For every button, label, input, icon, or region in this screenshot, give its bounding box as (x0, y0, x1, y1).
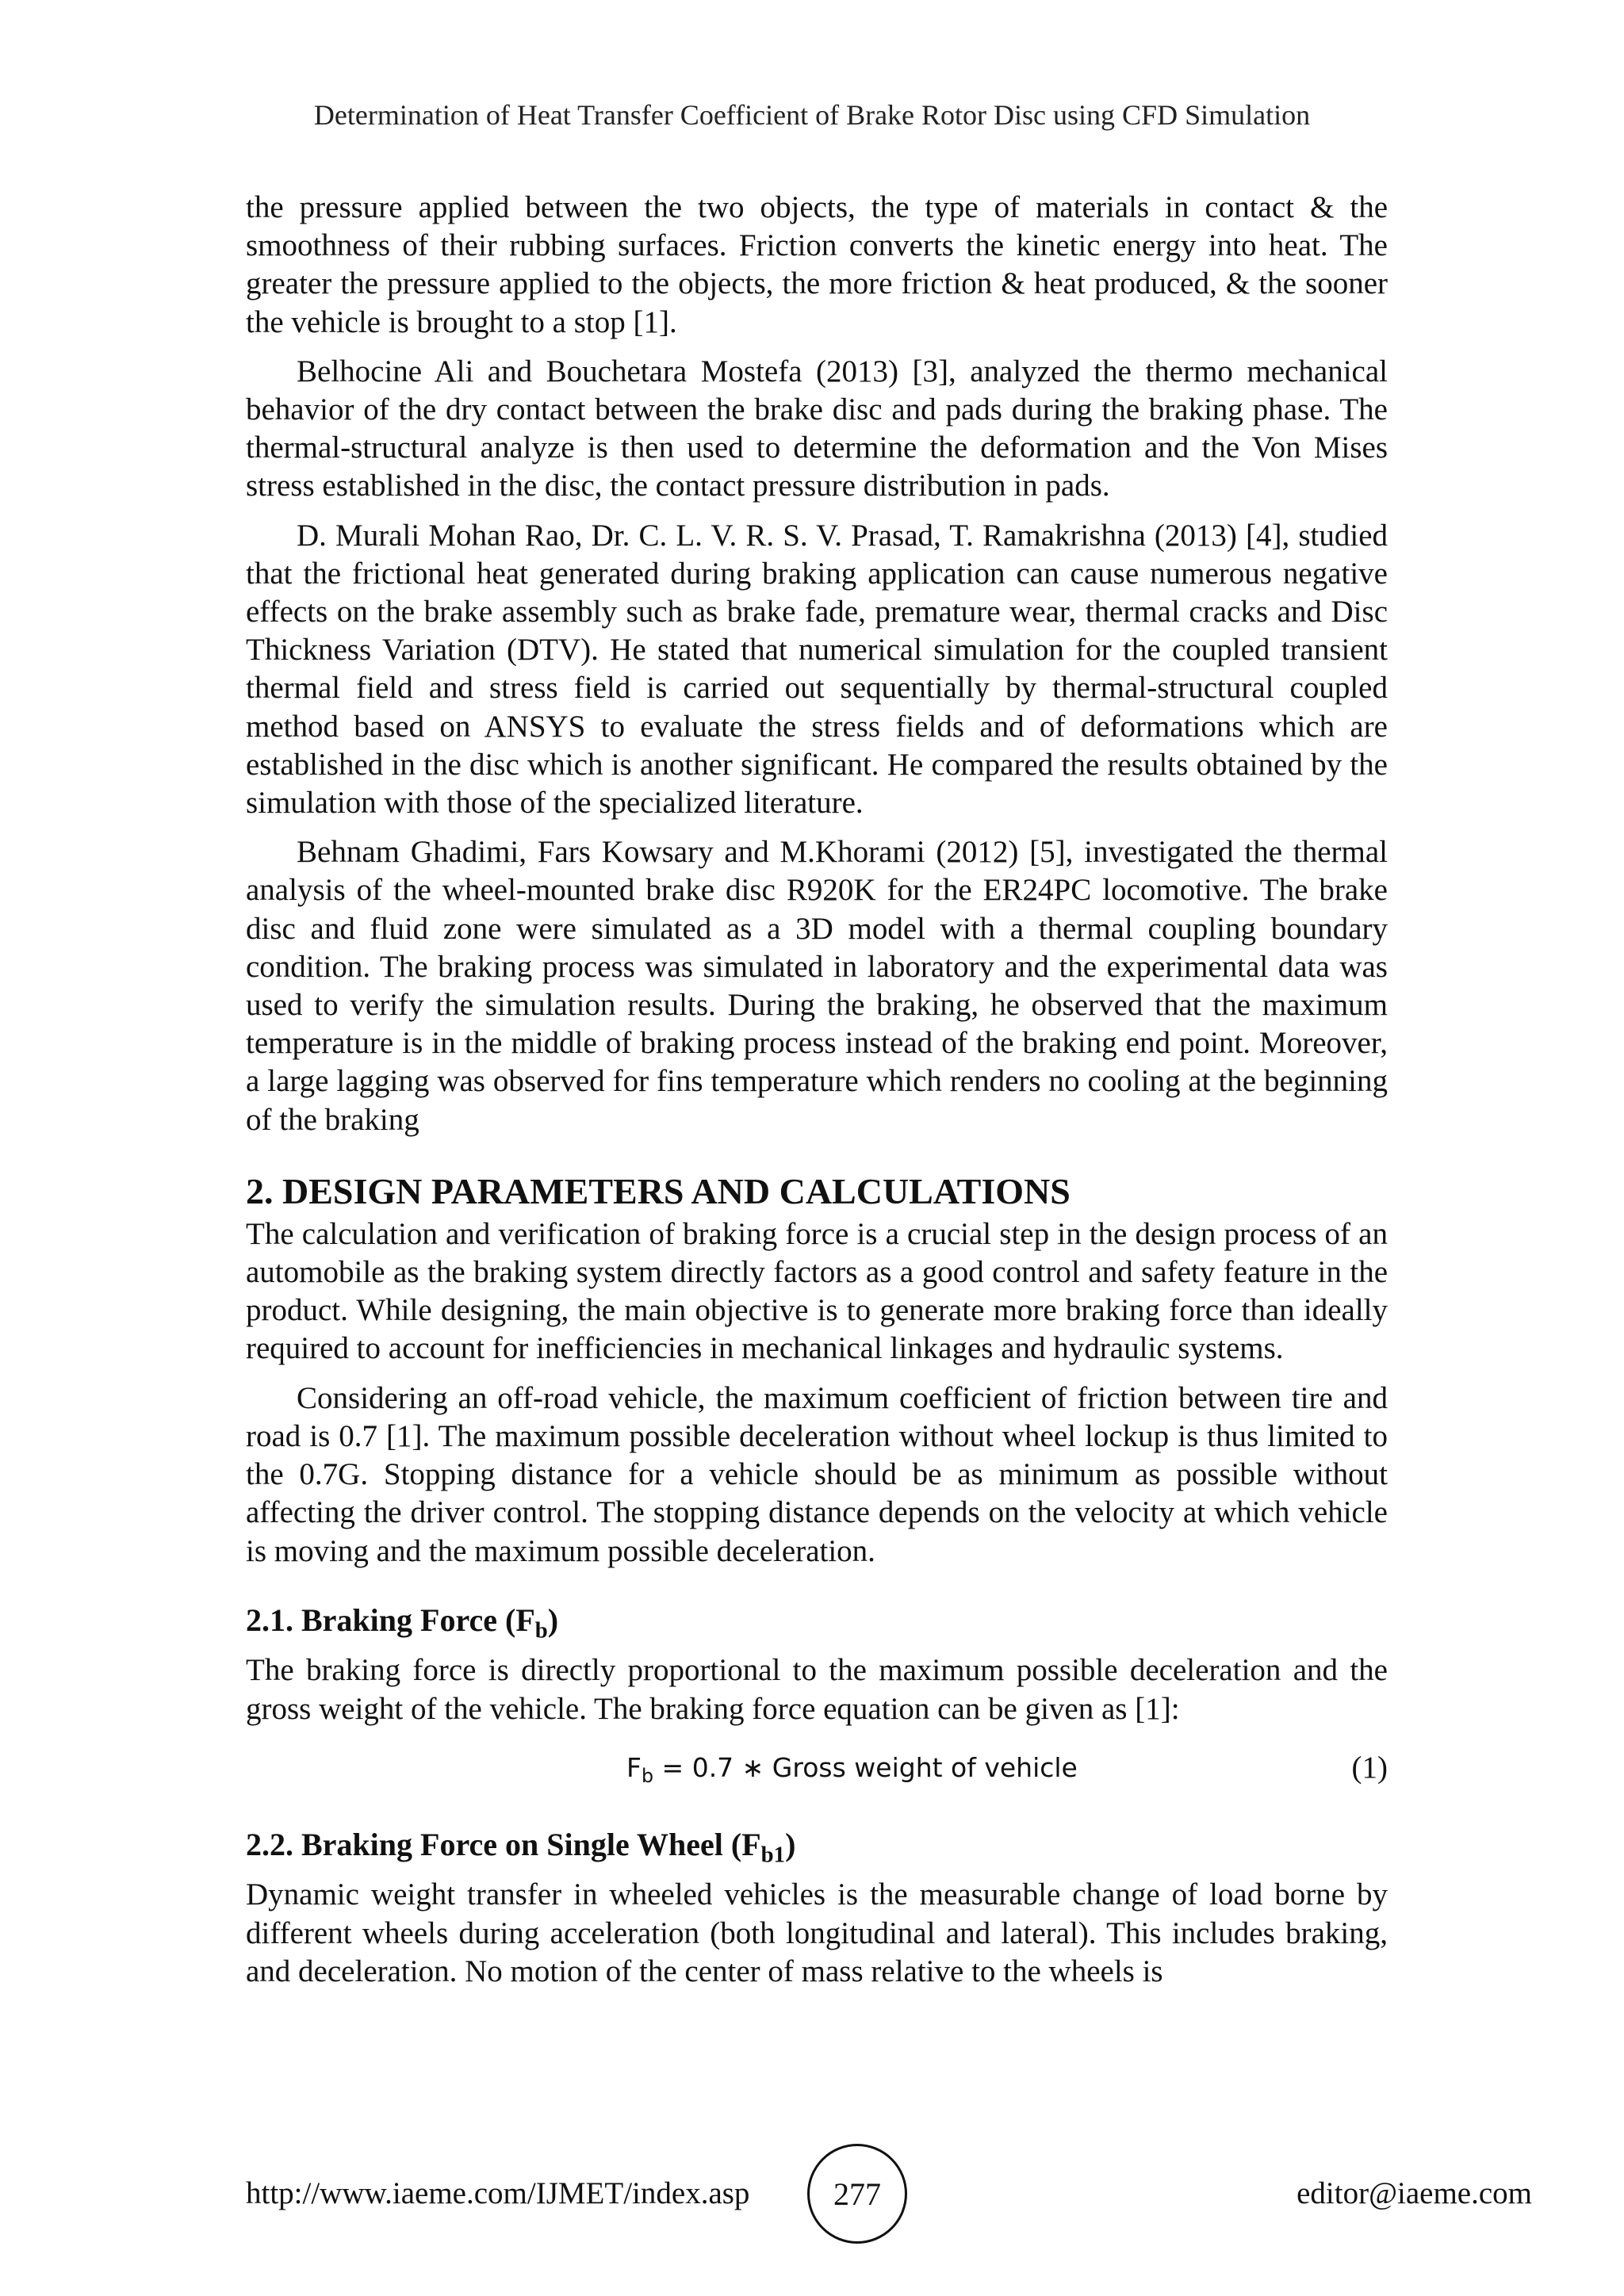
paragraph: Considering an off-road vehicle, the maximum coefficient of friction between tire and road is 0.7 [1]. The maximum possible deceleration without wheel lockup is thus limited to the 0.7G. Stopping distance for a vehicle should be as minimum as possible without affecting the driver control. The stopping distance depends on the velocity at which vehicle is moving and the maximum possible deceleration. (246, 1380, 1388, 1568)
paragraph: The calculation and verification of braking force is a crucial step in the design process of an automobile as the braking system directly factors as a good control and safety feature in the product. While designing, the main objective is to generate more braking force than ideally required to account for inefficiencies in mechanical linkages and hydraulic systems. (246, 1216, 1388, 1366)
footer-email-link[interactable]: editor@iaeme.com (1297, 2176, 1532, 2210)
page-content (246, 189, 1388, 2002)
paragraph: Behnam Ghadimi, Fars Kowsary and M.Khorami (2012) [5], investigated the thermal analysis of the wheel-mounted brake disc R920K for the ER24PC locomotive. The brake disc and fluid zone were simulated as a 3D model with a thermal coupling boundary condition. The braking process was simulated in laboratory and the experimental data was used to verify the simulation results. During the braking, he observed that the maximum temperature is in the middle of braking process instead of the braking end point. Moreover, a large lagging was observed for fins temperature which renders no cooling at the beginning of the braking (246, 835, 1388, 1137)
equation-number: (1) (1351, 1750, 1388, 1785)
running-header: Determination of Heat Transfer Coefficient of Brake Rotor Disc using CFD Simulation (313, 99, 1311, 131)
paragraph: the pressure applied between the two objects, the type of materials in contact & the smoothness of their rubbing surfaces. Friction converts the kinetic energy into heat. The greater the pressure applied to the objects, the more friction & heat produced, & the sooner the vehicle is brought to a stop [1]. (246, 190, 1388, 339)
subsection-heading: 2.2. Braking Force on Single Wheel $(F_{b1})$ (246, 1826, 796, 1868)
paragraph: Dynamic weight transfer in wheeled vehicles is the measurable change of load borne by different wheels during acceleration (both longitudinal and lateral). This includes braking, and deceleration. No motion of the center of mass relative to the wheels is (246, 1877, 1388, 1988)
section-heading: 2. DESIGN PARAMETERS AND CALCULATIONS (246, 1170, 1071, 1211)
paragraph: The braking force is directly proportional to the maximum possible deceleration and the gross weight of the vehicle. The braking force equation can be given as [1]: (246, 1653, 1388, 1726)
footer-url-link[interactable]: http://www.iaeme.com/IJMET/index.asp (246, 2176, 750, 2210)
subsection-heading: 2.1. Braking Force $(F_b)$ (246, 1601, 559, 1644)
paragraph: Belhocine Ali and Bouchetara Mostefa (2013) [3], analyzed the thermo mechanical behavior of the dry contact between the brake disc and pads during the braking phase. The thermal-structural analyze is then used to determine the deformation and the Von Mises stress established in the disc, the contact pressure distribution in pads. (246, 354, 1388, 503)
page-number: 277 (807, 2144, 907, 2244)
equation-expression: $F_b = 0.7$ ∗ Gross weight of vehicle (626, 1751, 1078, 1787)
paragraph: D. Murali Mohan Rao, Dr. C. L. V. R. S. V. Prasad, T. Ramakrishna (2013) [4], studied that the frictional heat generated during braking application can cause numerous negative effects on the brake assembly such as brake fade, premature wear, thermal cracks and Disc Thickness Variation (DTV). He stated that numerical simulation for the coupled transient thermal field and stress field is carried out sequentially by thermal-structural coupled method based on ANSYS to evaluate the stress fields and of deformations which are established in the disc which is another significant. He compared the results obtained by the simulation with those of the specialized literature. (246, 518, 1388, 821)
page-footer (0, 2144, 1624, 2248)
equation (246, 1743, 1388, 1795)
